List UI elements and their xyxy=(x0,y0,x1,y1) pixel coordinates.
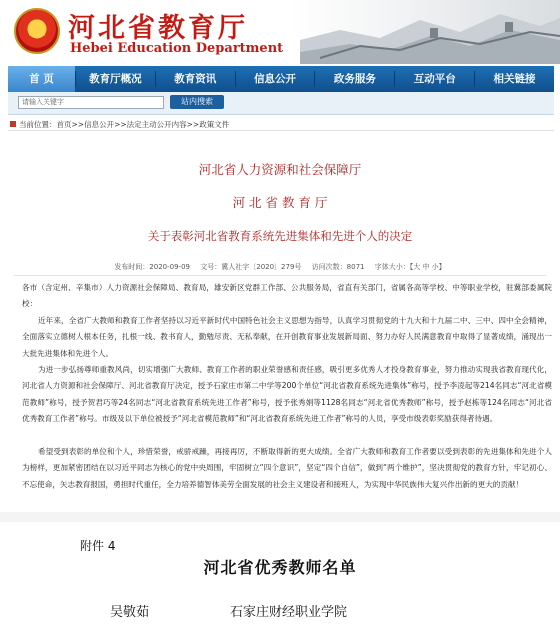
nav-info-disclosure[interactable]: 信息公开 xyxy=(254,73,297,85)
addressee: 各市（含定州、辛集市）人力资源社会保障局、教育局，雄安新区党群工作部、公共服务局，省直有关部门，省属各高等学校、中等职业学校，驻冀部委属院校： xyxy=(22,283,552,309)
teacher-school: 石家庄财经职业学院 xyxy=(230,605,348,620)
search-bar xyxy=(8,92,554,115)
site-subtitle: Hebei Education Department xyxy=(70,41,284,56)
main-nav xyxy=(8,66,554,92)
issuer-hrss: 河北省人力资源和社会保障厅 xyxy=(198,162,362,177)
section-separator xyxy=(0,512,560,522)
paragraph-1: 近年来，全省广大教师和教育工作者坚持以习近平新时代中国特色社会主义思想为指导，认真学习贯彻党的十九大和十九届二中、三中、四中全会精神，全面落实立德树人根本任务，扎根一线、教书育人，勤勉尽责、无私奉献，在开创教育事业发展新局面、努力办好人民满意教育中取得了显著成绩，涌现出一大批先进集体和先进个人。 xyxy=(22,316,552,358)
doc-number: 文号：冀人社字〔2020〕279号 xyxy=(200,263,302,271)
divider xyxy=(8,130,554,131)
location-icon xyxy=(10,121,16,127)
article-title: 关于表彰河北省教育系统先进集体和先进个人的决定 xyxy=(147,229,413,243)
nav-overview[interactable]: 教育厅概况 xyxy=(89,73,142,85)
nav-links[interactable]: 相关链接 xyxy=(493,73,536,85)
breadcrumb xyxy=(10,119,229,130)
nav-news[interactable]: 教育资讯 xyxy=(174,73,217,85)
breadcrumb-text[interactable]: 当前位置：首页>>信息公开>>法定主动公开内容>>政策文件 xyxy=(19,120,230,129)
issuer-education: 河 北 省 教 育 厅 xyxy=(232,195,328,210)
teacher-name: 吴敬茹 xyxy=(110,605,150,620)
attachment-title: 河北省优秀教师名单 xyxy=(203,558,357,577)
article-meta xyxy=(0,262,560,272)
nav-interaction[interactable]: 互动平台 xyxy=(413,73,456,85)
publish-date: 发布时间：2020-09-09 xyxy=(114,263,190,271)
paragraph-2: 为进一步弘扬尊师重教风尚，切实增强广大教师、教育工作者的职业荣誉感和责任感，吸引更多优秀人才投身教育事业，努力推动实现我省教育现代化，河北省人力资源和社会保障厅、河北省教育厅决定，授予石家庄市第二中学等200个单位“河北省教育系统先进集体”称号，授予李凌起等214名同志“河北省模范教师”称号，授予贺君巧等24名同志“河北省教育系统先进工作者”称号，授予张秀娟等1128名同志“河北省优秀教师”称号，授予赵栋等124名同志“河北省优秀教育工作者”称号。市级及以下单位被授予“河北省模范教师”和“河北省教育系统先进工作者”称号的人员，享受市级表彰奖励获得者待遇。 xyxy=(22,365,552,424)
search-input[interactable]: 请输入关键字 xyxy=(18,96,164,109)
visit-count: 访问次数：8071 xyxy=(311,263,365,271)
nav-home[interactable]: 首 页 xyxy=(8,66,75,92)
site-banner xyxy=(0,0,560,64)
font-size-control[interactable]: 字体大小：【大 中 小】 xyxy=(374,263,446,271)
site-title: 河北省教育厅 xyxy=(68,13,248,44)
nav-services[interactable]: 政务服务 xyxy=(333,73,376,85)
search-button[interactable]: 站内搜索 xyxy=(170,95,224,109)
great-wall-image xyxy=(300,0,560,64)
attachment-label: 附件 4 xyxy=(80,539,116,553)
emblem-logo xyxy=(14,8,60,54)
paragraph-3: 希望受到表彰的单位和个人，珍惜荣誉，戒骄戒躁，再接再厉，不断取得新的更大成绩。全省广大教师和教育工作者要以受到表彰的先进集体和先进个人为榜样，更加紧密团结在以习近平同志为核心的党中央周围，牢固树立“四个意识”，坚定“四个自信”，做到“两个维护”，坚决贯彻党的教育方针，牢记初心、不忘使命，矢志教育报国，勇担时代重任，全力培养德智体美劳全面发展的社会主义建设者和接班人，为实现中华民族伟大复兴作出新的更大的贡献！ xyxy=(22,447,552,489)
divider xyxy=(14,275,546,276)
